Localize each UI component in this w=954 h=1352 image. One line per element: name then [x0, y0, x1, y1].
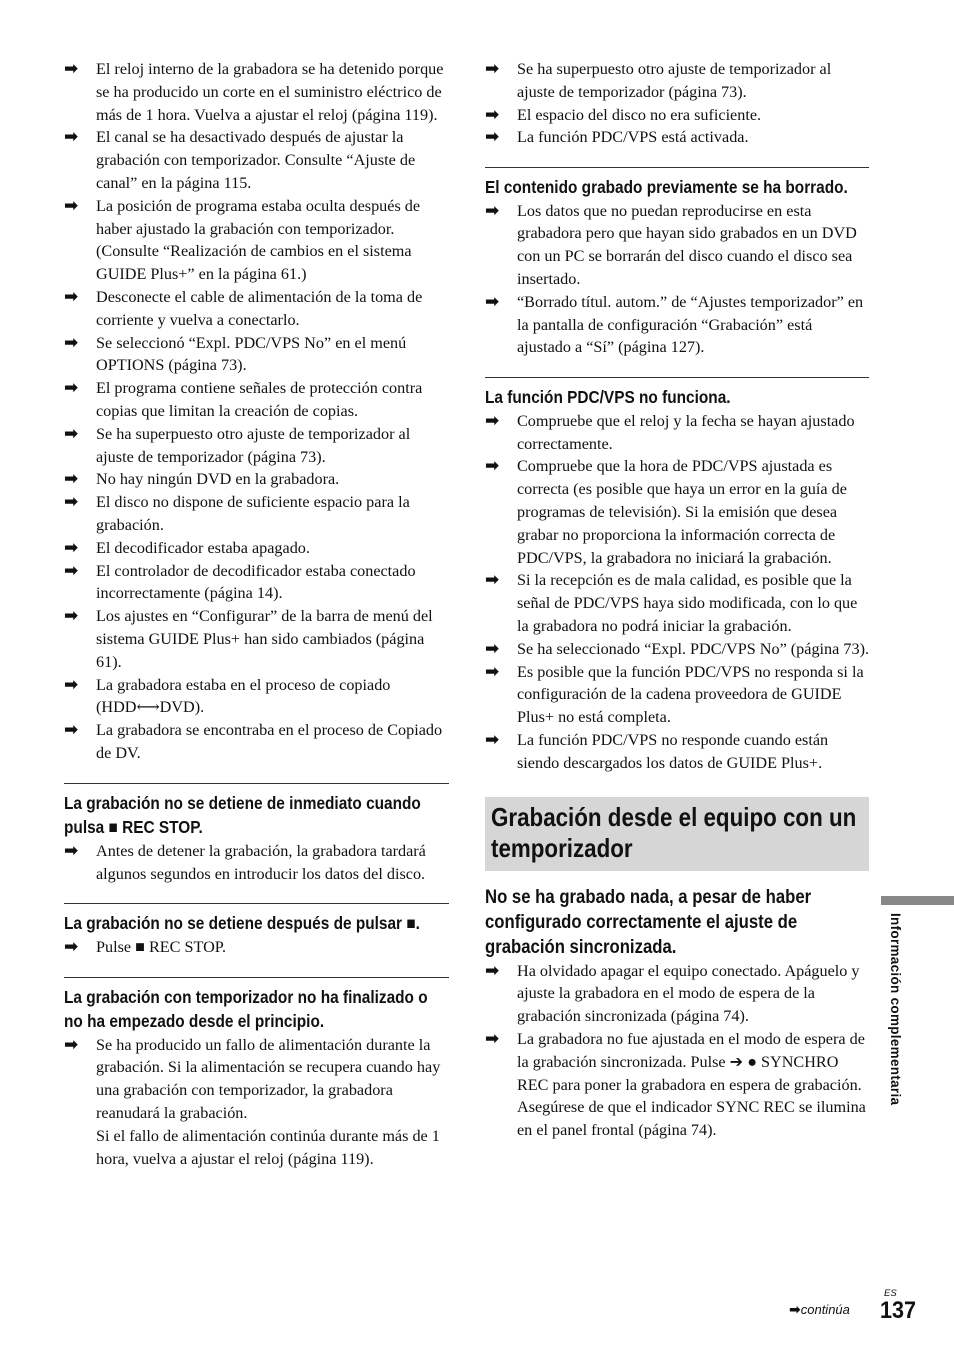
arrow-icon: ➡: [485, 59, 500, 79]
right-column: [485, 58, 869, 1142]
item-text: El espacio del disco no era suficiente.: [517, 105, 762, 124]
list-item: [64, 195, 449, 286]
list-item: [64, 560, 449, 606]
item-text: Se ha seleccionado “Expl. PDC/VPS No” (página 73).: [517, 639, 870, 658]
list-item: [485, 638, 869, 661]
item-text: La función PDC/VPS está activada.: [517, 128, 749, 147]
arrow-icon: ➡: [64, 59, 79, 79]
arrow-icon: ➡: [485, 960, 500, 981]
section-heading: La grabación con temporizador no ha finalizado o no ha empezado desde el principio.: [64, 986, 428, 1032]
section: [64, 903, 449, 958]
arrow-icon: ➡: [789, 1302, 801, 1318]
item-text: Si la recepción es de mala calidad, es posible que la señal de PDC/VPS haya sido modificada, con lo que la grabadora no podrá iniciar la grabación.: [517, 571, 858, 635]
list-item: [64, 674, 449, 720]
list-item: [485, 661, 869, 729]
item-text: El decodificador estaba apagado.: [96, 538, 310, 557]
list-item: [64, 719, 449, 765]
list-item: [64, 58, 449, 126]
item-text: El controlador de decodificador estaba conectado incorrectamente (página 14).: [96, 561, 416, 603]
list-item: [485, 1028, 869, 1142]
arrow-icon: ➡: [64, 840, 79, 861]
item-text: Se ha superpuesto otro ajuste de temporizador al ajuste de temporizador (página 73).: [96, 424, 411, 466]
item-text: La posición de programa estaba oculta después de haber ajustado la grabación con temporizador. (Consulte “Realización de cambios en el sistema GUIDE Plus+” en la página 61.): [96, 196, 421, 284]
section: [485, 167, 869, 359]
arrow-icon: ➡: [485, 410, 500, 431]
list-item: [64, 423, 449, 469]
list-item: [485, 58, 869, 104]
item-text: Es posible que la función PDC/VPS no responda si la configuración de la cadena proveedora de GUIDE Plus+ no está completa.: [517, 662, 864, 727]
list-item: [485, 291, 869, 359]
arrow-icon: ➡: [485, 456, 500, 477]
item-text: Pulse ■ REC STOP.: [96, 937, 227, 956]
list-item: [64, 840, 449, 886]
item-text: Antes de detener la grabación, la grabadora tardará algunos segundos en introducir los datos del disco.: [96, 841, 426, 883]
item-text: “Borrado títul. autom.” de “Ajustes temporizador” en la pantalla de configuración “Grabación” está ajustado a “Sí” (página 127).: [517, 292, 864, 357]
item-text: Compruebe que el reloj y la fecha se hayan ajustado correctamente.: [517, 411, 855, 453]
item-text: Los ajustes en “Configurar” de la barra de menú del sistema GUIDE Plus+ han sido cambiados (página 61).: [96, 607, 433, 671]
section-title-band: [485, 797, 869, 871]
language-code: ES: [884, 1288, 897, 1299]
list-item: [485, 569, 869, 637]
arrow-icon: ➡: [64, 492, 79, 513]
item-text: Ha olvidado apagar el equipo conectado. Apáguelo y ajuste la grabadora en el modo de espera de la grabación sincronizada (página 74).: [517, 961, 860, 1026]
item-text: La grabadora no fue ajustada en el modo de espera de la grabación sincronizada. Pulse ➔ ● SYNCHRO REC para poner la grabadora en espera de grabación. Asegúrese de que el indicador SYNC REC se ilumina en el panel frontal (página 74).: [517, 1029, 866, 1140]
item-text: La grabadora estaba en el proceso de copiado (HDD⟷DVD).: [96, 675, 391, 717]
list-item: [64, 605, 449, 673]
list-item: [485, 960, 869, 1028]
list-item: [64, 537, 449, 560]
arrow-icon: ➡: [64, 195, 79, 216]
item-text: La grabadora se encontraba en el proceso de Copiado de DV.: [96, 721, 443, 762]
item-text: Se ha producido un fallo de alimentación durante la grabación. Si la alimentación se recupera cuando hay una grabación con temporizador, la grabadora reanudará la grabación.: [96, 1035, 441, 1122]
item-text: La función PDC/VPS no responde cuando están siendo descargados los datos de GUIDE Plus+.: [517, 730, 829, 772]
arrow-icon: ➡: [485, 570, 500, 591]
arrow-icon: ➡: [64, 286, 79, 307]
arrow-icon: ➡: [64, 332, 79, 353]
side-section-label: Información complementaria: [888, 913, 903, 1106]
arrow-icon: ➡: [485, 638, 500, 659]
list-item: [485, 455, 869, 569]
continued-note: [789, 1302, 850, 1318]
list-item: [485, 126, 869, 149]
list-item: [64, 126, 449, 194]
arrow-icon: ➡: [485, 729, 500, 750]
section-title: Grabación desde el equipo con un temporizador: [491, 801, 857, 863]
item-text: Los datos que no puedan reproducirse en esta grabadora pero que hayan sido grabados en un DVD con un PC se borrarán del disco cuando el disco sea insertado.: [517, 201, 857, 289]
list-item: [485, 410, 869, 456]
section-heading: El contenido grabado previamente se ha borrado.: [485, 177, 848, 198]
arrow-icon: ➡: [485, 104, 500, 125]
section-heading: La grabación no se detiene después de pulsar ■.: [64, 913, 420, 934]
arrow-icon: ➡: [64, 606, 79, 627]
list-item: [64, 377, 449, 423]
item-text: Si el fallo de alimentación continúa durante más de 1 hora, vuelva a ajustar el reloj (página 119).: [96, 1126, 440, 1168]
arrow-icon: ➡: [485, 661, 500, 682]
item-text: Desconecte el cable de alimentación de la toma de corriente y vuelva a conectarlo.: [96, 287, 423, 329]
list-item: [64, 332, 449, 378]
item-text: El disco no dispone de suficiente espacio para la grabación.: [96, 493, 410, 534]
section: [485, 885, 869, 1142]
arrow-icon: ➡: [64, 537, 79, 558]
item-text: El programa contiene señales de protección contra copias que limitan la creación de copias.: [96, 379, 423, 420]
arrow-icon: ➡: [485, 1028, 500, 1049]
list-item: [64, 1034, 449, 1171]
list-item: [64, 286, 449, 332]
left-column: [64, 58, 449, 1170]
arrow-icon: ➡: [64, 720, 79, 741]
item-text: El canal se ha desactivado después de ajustar la grabación con temporizador. Consulte “Ajuste de canal” en la página 115.: [96, 128, 416, 192]
list-item: [64, 491, 449, 537]
arrow-icon: ➡: [64, 127, 79, 148]
arrow-icon: ➡: [64, 469, 79, 490]
section-heading: La grabación no se detiene de inmediato cuando pulsa ■ REC STOP.: [64, 792, 421, 838]
item-text: Compruebe que la hora de PDC/VPS ajustada es correcta (es posible que haya un error en la guía de programas de televisión). Si la emisión que desea grabar no proporciona la información correcta de PDC/VPS, la grabadora no iniciará la grabación.: [517, 457, 847, 567]
item-text: Se ha superpuesto otro ajuste de temporizador al ajuste de temporizador (página 73).: [517, 60, 832, 101]
arrow-icon: ➡: [64, 423, 79, 444]
arrow-icon: ➡: [64, 936, 79, 957]
item-text: Se seleccionó “Expl. PDC/VPS No” en el menú OPTIONS (página 73).: [96, 333, 407, 375]
list-item: [64, 468, 449, 491]
section: [64, 977, 449, 1171]
item-text: El reloj interno de la grabadora se ha detenido porque se ha producido un corte en el suministro eléctrico de más de 1 hora. Vuelva a ajustar el reloj (página 119).: [96, 60, 444, 124]
item-text: No hay ningún DVD en la grabadora.: [96, 470, 340, 489]
arrow-icon: ➡: [64, 1034, 79, 1055]
list-item: [64, 936, 449, 959]
arrow-icon: ➡: [64, 378, 79, 399]
page-number: 137: [880, 1297, 917, 1324]
arrow-icon: ➡: [485, 200, 500, 221]
section-heading: No se ha grabado nada, a pesar de haber configurado correctamente el ajuste de grabación sincronizada.: [485, 886, 812, 958]
section-tab-marker: [881, 896, 954, 905]
list-item: [485, 200, 869, 291]
arrow-icon: ➡: [64, 560, 79, 581]
section: [485, 377, 869, 774]
arrow-icon: ➡: [485, 291, 500, 312]
section: [64, 783, 449, 886]
arrow-icon: ➡: [64, 674, 79, 695]
section-heading: La función PDC/VPS no funciona.: [485, 387, 731, 408]
continued-text: continúa: [800, 1302, 850, 1317]
list-item: [485, 104, 869, 127]
arrow-icon: ➡: [485, 127, 500, 148]
list-item: [485, 729, 869, 775]
